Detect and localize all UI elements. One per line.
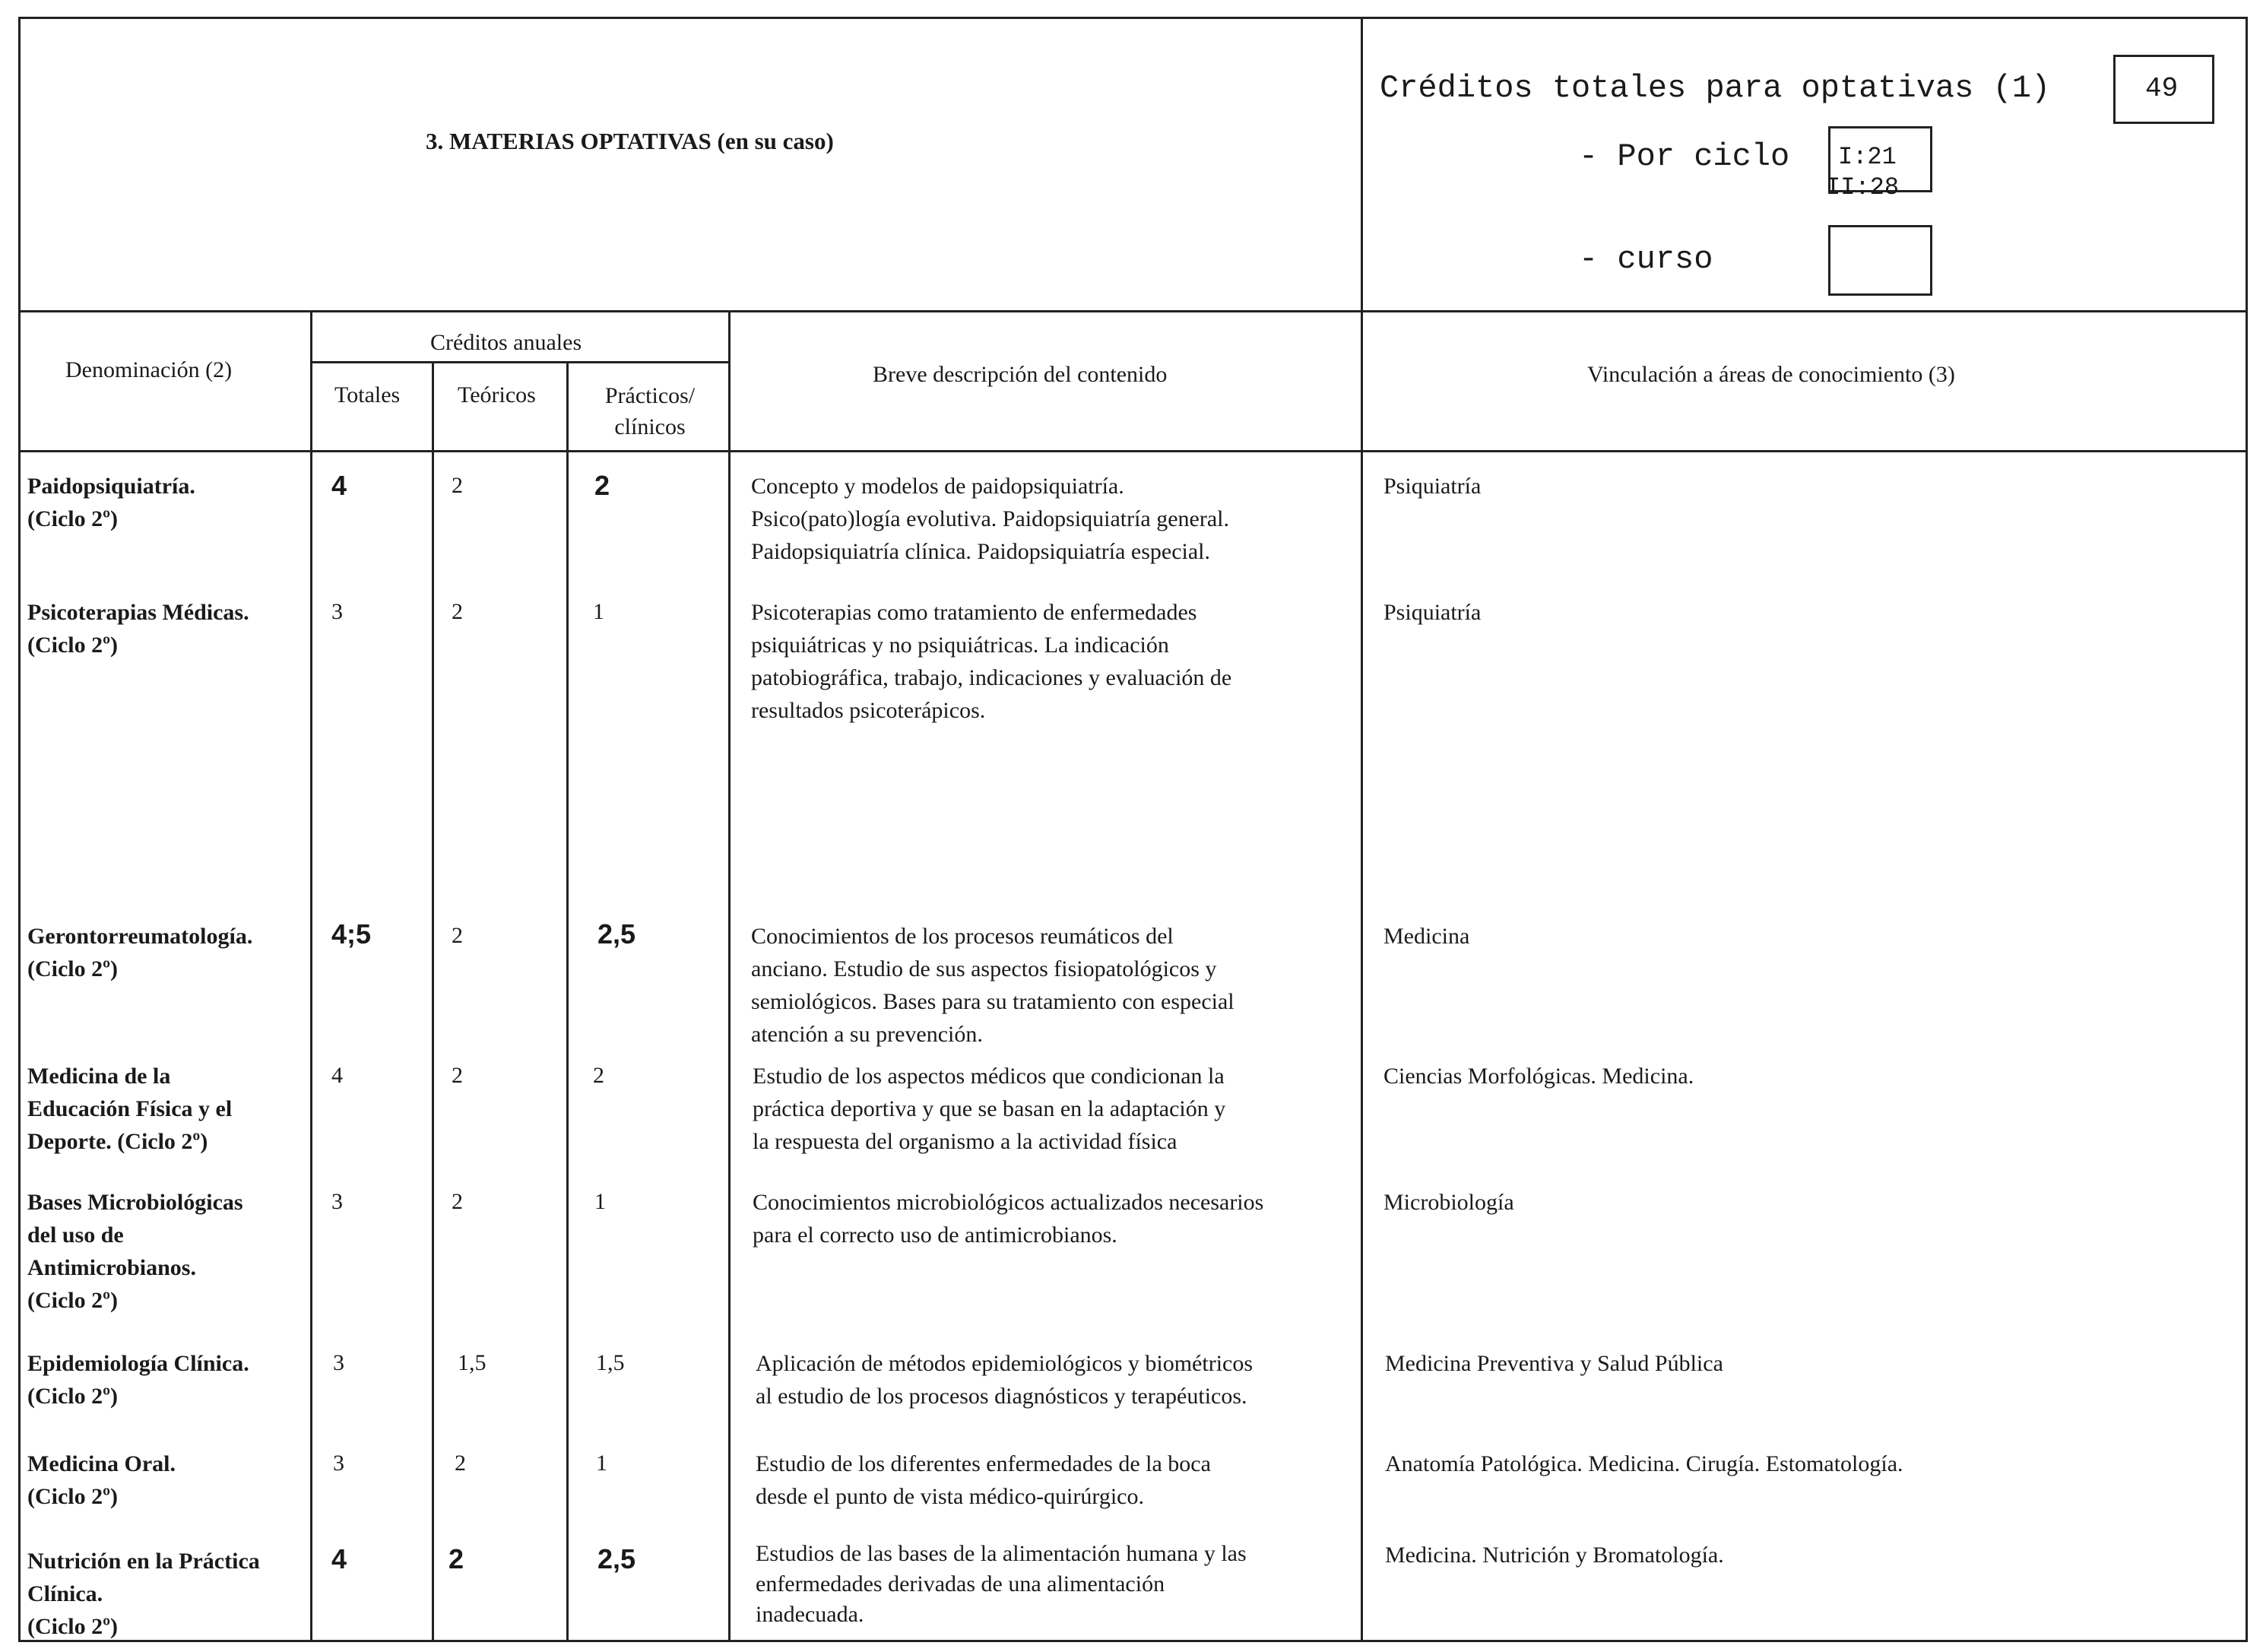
- row-4-description: Estudio de los aspectos médicos que condicionan la práctica deportiva y que se basan en la adaptación y la respuesta del organismo a la actividad física: [753, 1064, 1226, 1154]
- header-totals: Totales: [334, 382, 401, 407]
- row-3-area: Medicina: [1383, 924, 1470, 949]
- row-6-name: Epidemiología Clínica. (Ciclo 2º): [27, 1351, 249, 1409]
- row-4-total: 4: [331, 1063, 343, 1088]
- col-divider-totals: [432, 361, 434, 1642]
- total-credits-label: Créditos totales para optativas (1): [1380, 70, 2051, 106]
- row-1-total: 4: [331, 470, 347, 501]
- row-5-total: 3: [331, 1189, 343, 1214]
- course-box: [1828, 225, 1932, 296]
- row-7-area: Anatomía Patológica. Medicina. Cirugía. Estomatología.: [1385, 1451, 1903, 1476]
- header-name: Denominación (2): [65, 357, 233, 382]
- row-8-theory: 2: [448, 1543, 464, 1574]
- row-8-practice: 2,5: [597, 1543, 636, 1574]
- row-1-description: Concepto y modelos de paidopsiquiatría. Psico(pato)logía evolutiva. Paidopsiquiatría general. Paidopsiquiatría clínica. Paidopsiquiatría especial.: [751, 474, 1230, 564]
- top-right-divider: [1361, 17, 1363, 1642]
- row-2-area: Psiquiatría: [1383, 600, 1482, 625]
- row-6-area: Medicina Preventiva y Salud Pública: [1385, 1351, 1723, 1376]
- credits-subheader-divider: [310, 361, 728, 363]
- row-5-theory: 2: [452, 1189, 463, 1214]
- col-divider-practice: [728, 310, 731, 1642]
- row-6-description: Aplicación de métodos epidemiológicos y biométricos al estudio de los procesos diagnósticos y terapéuticos.: [756, 1351, 1254, 1409]
- row-5-name: Bases Microbiológicas del uso de Antimicrobianos. (Ciclo 2º): [27, 1190, 243, 1313]
- header-practice: Prácticos/ clínicos: [604, 383, 696, 439]
- row-3-name: Gerontorreumatología. (Ciclo 2º): [27, 924, 253, 981]
- row-6-theory: 1,5: [458, 1350, 487, 1375]
- row-5-practice: 1: [594, 1189, 606, 1214]
- row-7-theory: 2: [455, 1451, 466, 1476]
- header-credits-group: Créditos anuales: [430, 330, 582, 355]
- row-7-description: Estudio de los diferentes enfermedades de la boca desde el punto de vista médico-quirúrgico.: [756, 1451, 1211, 1509]
- row-8-area: Medicina. Nutrición y Bromatología.: [1385, 1543, 1724, 1568]
- header-theory: Teóricos: [458, 382, 536, 407]
- row-6-practice: 1,5: [596, 1350, 625, 1375]
- row-7-total: 3: [333, 1451, 344, 1476]
- header-divider: [18, 310, 2248, 312]
- per-cycle-label: - Por ciclo: [1579, 138, 1790, 175]
- row-8-total: 4: [331, 1543, 347, 1574]
- row-3-total: 4;5: [331, 918, 372, 950]
- row-1-theory: 2: [452, 473, 463, 498]
- row-2-practice: 1: [593, 599, 604, 624]
- row-1-practice: 2: [594, 470, 610, 501]
- row-2-description: Psicoterapias como tratamiento de enfermedades psiquiátricas y no psiquiátricas. La indicación patobiográfica, trabajo, indicaciones y evaluación de resultados psicoterápicos.: [751, 600, 1232, 723]
- per-cycle-value-1: I:21: [1838, 143, 1897, 171]
- row-1-name: Paidopsiquiatría. (Ciclo 2º): [27, 474, 195, 531]
- per-cycle-value-2: II:28: [1826, 173, 1900, 201]
- row-7-name: Medicina Oral. (Ciclo 2º): [27, 1451, 176, 1509]
- row-4-theory: 2: [452, 1063, 463, 1088]
- course-label: - curso: [1579, 241, 1713, 277]
- row-8-name: Nutrición en la Práctica Clínica. (Ciclo 2º): [27, 1549, 260, 1639]
- row-5-description: Conocimientos microbiológicos actualizados necesarios para el correcto uso de antimicrobianos.: [753, 1190, 1264, 1248]
- section-title: 3. MATERIAS OPTATIVAS (en su caso): [426, 128, 834, 154]
- row-4-area: Ciencias Morfológicas. Medicina.: [1383, 1064, 1694, 1089]
- column-header-divider: [18, 450, 2248, 452]
- row-8-description: Estudios de las bases de la alimentación humana y las enfermedades derivadas de una alimentación inadecuada.: [756, 1541, 1247, 1627]
- row-2-theory: 2: [452, 599, 463, 624]
- row-2-name: Psicoterapias Médicas. (Ciclo 2º): [27, 600, 249, 658]
- row-2-total: 3: [331, 599, 343, 624]
- row-7-practice: 1: [596, 1451, 607, 1476]
- col-divider-name: [310, 310, 312, 1642]
- row-6-total: 3: [333, 1350, 344, 1375]
- row-3-practice: 2,5: [597, 918, 636, 950]
- row-1-area: Psiquiatría: [1383, 474, 1482, 499]
- row-5-area: Microbiología: [1383, 1190, 1514, 1215]
- row-4-practice: 2: [593, 1063, 604, 1088]
- row-3-theory: 2: [452, 923, 463, 948]
- row-3-description: Conocimientos de los procesos reumáticos del anciano. Estudio de sus aspectos fisiopatológicos y semiológicos. Bases para su tratamiento con especial atención a su prevención.: [751, 924, 1235, 1047]
- row-4-name: Medicina de la Educación Física y el Deporte. (Ciclo 2º): [27, 1064, 233, 1154]
- total-credits-value: 49: [2145, 73, 2179, 104]
- header-areas: Vinculación a áreas de conocimiento (3): [1587, 362, 1955, 387]
- col-divider-theory: [566, 361, 569, 1642]
- header-description: Breve descripción del contenido: [873, 362, 1168, 387]
